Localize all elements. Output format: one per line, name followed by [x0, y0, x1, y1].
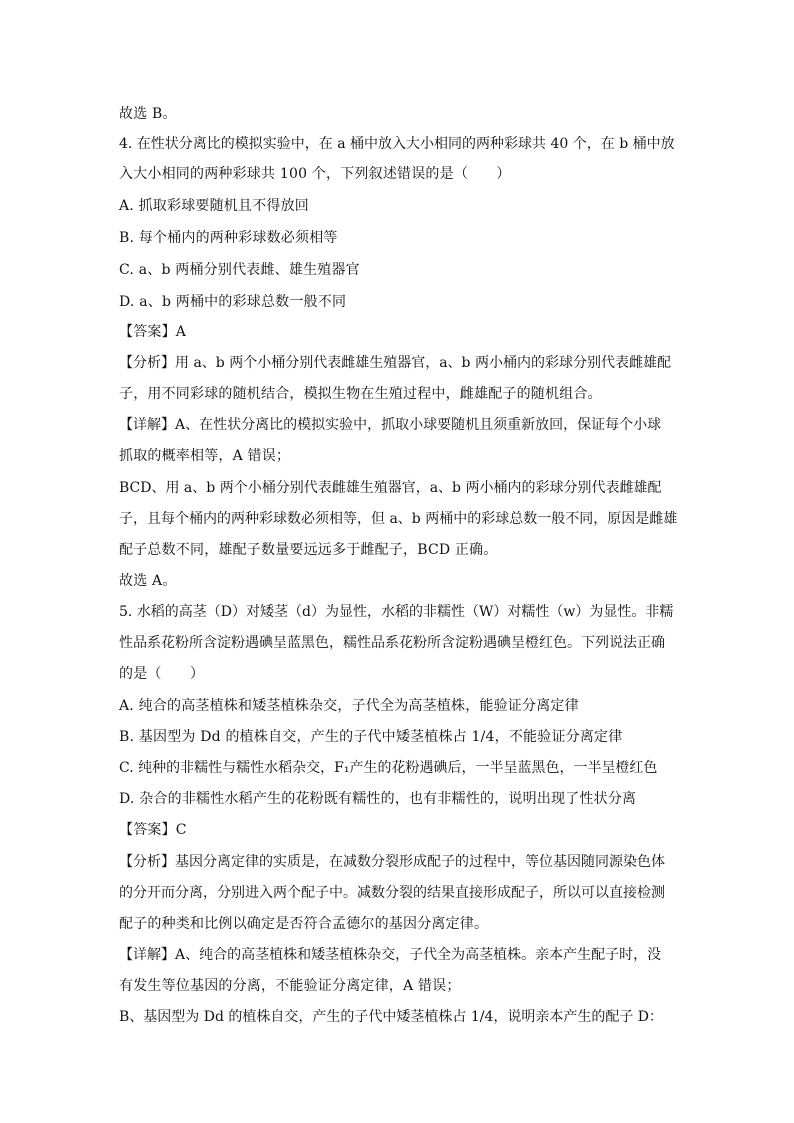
question-5-analysis-line-3: 配子的种类和比例以确定是否符合孟德尔的基因分离定律。 — [119, 916, 489, 932]
question-4-detail-line-5: 配子总数不同，雄配子数量要远远多于雌配子，BCD 正确。 — [119, 542, 498, 558]
question-4-detail-line-4: 子，且每个桶内的两种彩球数必须相等，但 a、b 两桶中的彩球总数一般不同，原因是雌雄 — [119, 511, 678, 527]
question-5-option-a: A. 纯合的高茎植株和矮茎植株杂交，子代全为高茎植株，能验证分离定律 — [119, 698, 579, 714]
question-4-detail-line-2: 抓取的概率相等，A 错误； — [119, 448, 291, 464]
question-4-stem-line-2: 入大小相同的两种彩球共 100 个，下列叙述错误的是（ ） — [119, 166, 511, 182]
question-4-option-d: D. a、b 两桶中的彩球总数一般不同 — [119, 294, 347, 310]
question-4-option-c: C. a、b 两桶分别代表雌、雄生殖器官 — [119, 262, 360, 278]
question-5-detail-line-3: B、基因型为 Dd 的植株自交，产生的子代中矮茎植株占 1/4，说明亲本产生的配子 D： — [119, 1009, 664, 1025]
question-4-stem-line-1: 4. 在性状分离比的模拟实验中，在 a 桶中放入大小相同的两种彩球共 40 个，在 b 桶中放 — [119, 136, 675, 152]
question-5-answer: 【答案】C — [119, 822, 187, 838]
question-5-stem-line-3: 的是（ ） — [119, 666, 205, 682]
question-5-detail-line-2: 有发生等位基因的分离，不能验证分离定律，A 错误； — [119, 978, 461, 994]
question-5-option-c: C. 纯种的非糯性与糯性水稻杂交，F₁产生的花粉遇碘后，一半呈蓝黑色，一半呈橙红色 — [119, 760, 658, 776]
question-5-analysis-line-2: 的分开而分离，分别进入两个配子中。减数分裂的结果直接形成配子，所以可以直接检测 — [119, 885, 665, 901]
question-5-stem-line-1: 5. 水稻的高茎（D）对矮茎（d）为显性，水稻的非糯性（W）对糯性（w）为显性。非糯 — [119, 604, 674, 620]
text-line: 故选 B。 — [119, 106, 177, 122]
question-4-analysis-line-1: 【分析】用 a、b 两个小桶分别代表雌雄生殖器官，a、b 两小桶内的彩球分别代表雌雄配 — [119, 355, 671, 371]
question-4-conclusion: 故选 A。 — [119, 573, 177, 589]
question-4-option-a: A. 抓取彩球要随机且不得放回 — [119, 198, 310, 214]
question-5-analysis-line-1: 【分析】基因分离定律的实质是，在减数分裂形成配子的过程中，等位基因随同源染色体 — [119, 854, 665, 870]
question-5-detail-line-1: 【详解】A、纯合的高茎植株和矮茎植株杂交，子代全为高茎植株。亲本产生配子时，没 — [119, 947, 662, 963]
question-4-analysis-line-2: 子，用不同彩球的随机结合，模拟生物在生殖过程中，雌雄配子的随机组合。 — [119, 386, 602, 402]
question-4-answer: 【答案】A — [119, 324, 187, 340]
question-5-option-b: B. 基因型为 Dd 的植株自交，产生的子代中矮茎植株占 1/4，不能验证分离定律 — [119, 729, 623, 745]
question-5-option-d: D. 杂合的非糯性水稻产生的花粉既有糯性的，也有非糯性的，说明出现了性状分离 — [119, 791, 637, 807]
question-4-detail-line-3: BCD、用 a、b 两个小桶分别代表雌雄生殖器官，a、b 两小桶内的彩球分别代表雌雄配 — [119, 480, 662, 496]
question-5-stem-line-2: 性品系花粉所含淀粉遇碘呈蓝黑色，糯性品系花粉所含淀粉遇碘呈橙红色。下列说法正确 — [119, 635, 665, 651]
question-4-option-b: B. 每个桶内的两种彩球数必须相等 — [119, 230, 338, 246]
question-4-detail-line-1: 【详解】A、在性状分离比的模拟实验中，抓取小球要随机且须重新放回，保证每个小球 — [119, 417, 662, 433]
